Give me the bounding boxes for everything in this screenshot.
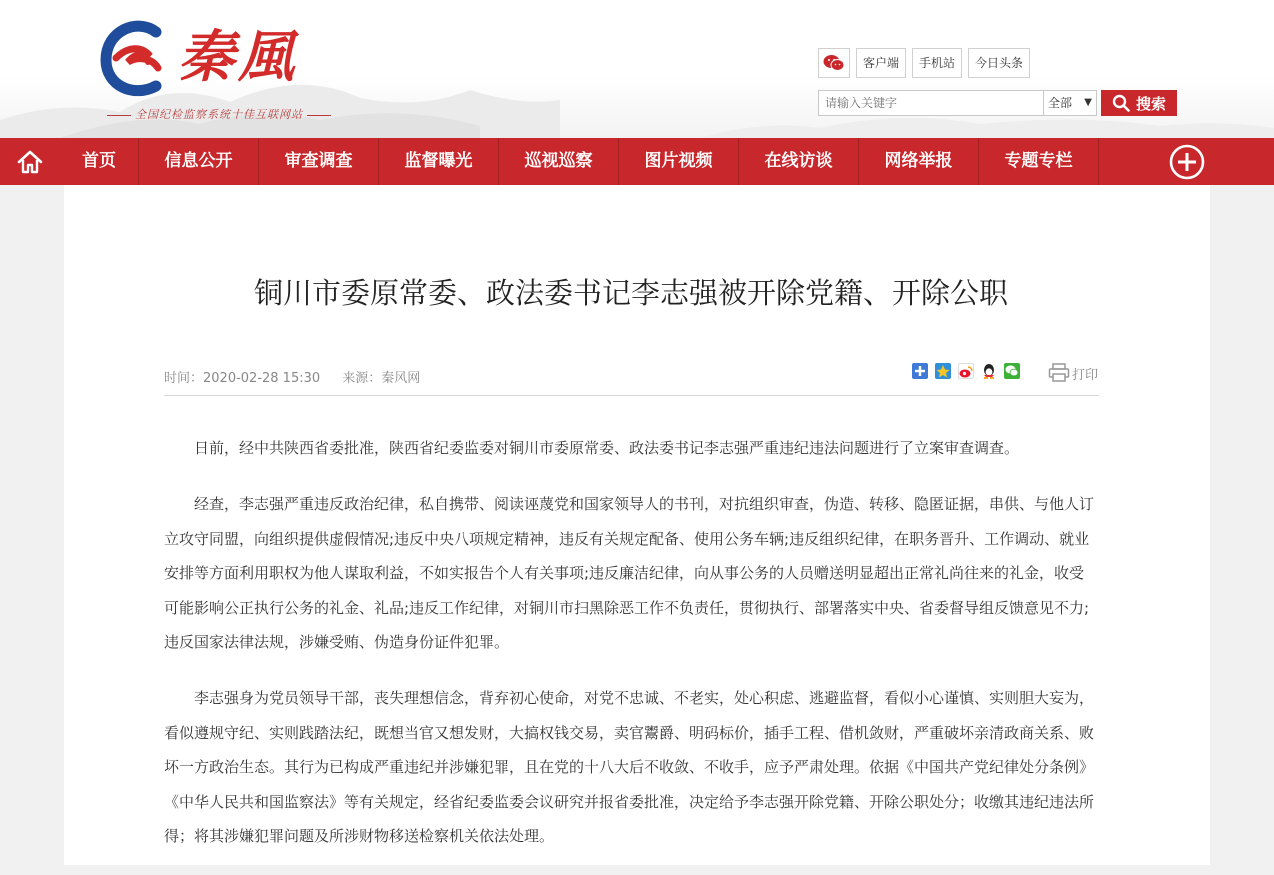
- wechat-icon: [823, 54, 845, 72]
- search-scope-select[interactable]: [1044, 90, 1097, 116]
- article-paragraph: 李志强身为党员领导干部，丧失理想信念，背弃初心使命，对党不忠诚、不老实，处心积虑、逃避监督，看似小心谨慎、实则胆大妄为，看似遵规守纪、实则践踏法纪，既想当官又想发财，大搞权钱交易，卖官鬻爵、明码标价，插手工程、借机敛财，严重破坏亲清政商关系、败坏一方政治生态。其行为已构成严重违纪并涉嫌犯罪，且在党的十八大后不收敛、不收手，应予严肃处理。依据《中国共产党纪律处分条例》《中华人民共和国监察法》等有关规定，经省纪委监委会议研究并报省委批准，决定给予李志强开除党籍、开除公职处分；收缴其违纪违法所得；将其涉嫌犯罪问题及所涉财物移送检察机关依法处理。: [164, 689, 1095, 846]
- toutiao-link[interactable]: 今日头条: [968, 48, 1030, 78]
- share-bar: [912, 363, 1027, 379]
- logo-text: 秦風: [178, 24, 298, 90]
- article-title: 铜川市委原常委、政法委书记李志强被开除党籍、开除公职: [253, 276, 1008, 310]
- nav-item-inspection[interactable]: 巡视巡察: [499, 138, 619, 185]
- plus-circle-icon: [1169, 144, 1205, 180]
- nav-home-icon-button[interactable]: [0, 138, 60, 185]
- printer-icon: [1048, 363, 1070, 383]
- home-icon: [17, 150, 43, 174]
- nav-more-button[interactable]: [1099, 138, 1274, 185]
- search-bar: [818, 90, 1177, 116]
- article-meta: [164, 367, 438, 386]
- article-time: 时间：2020-02-28 15:30: [164, 371, 321, 386]
- nav-item-info[interactable]: 信息公开: [139, 138, 259, 185]
- caret-down-icon: ▼: [1084, 97, 1092, 108]
- nav-item-report[interactable]: 网络举报: [859, 138, 979, 185]
- article-container: [64, 185, 1210, 865]
- article-body: [164, 431, 1099, 875]
- top-links: [818, 48, 1036, 78]
- article-source: 来源：秦风网: [342, 371, 421, 386]
- nav-item-media[interactable]: 图片视频: [619, 138, 739, 185]
- share-wechat-icon[interactable]: [1004, 363, 1020, 379]
- share-weibo-icon[interactable]: [958, 363, 974, 379]
- search-scope-value: 全部: [1048, 96, 1073, 110]
- nav-item-topics[interactable]: 专题专栏: [979, 138, 1099, 185]
- nav-item-interview[interactable]: 在线访谈: [739, 138, 859, 185]
- site-header: [0, 0, 1274, 138]
- share-more-icon[interactable]: [912, 363, 928, 379]
- search-button[interactable]: [1101, 90, 1177, 116]
- share-qq-icon[interactable]: [981, 363, 997, 379]
- wechat-link[interactable]: [818, 48, 850, 78]
- nav-item-review[interactable]: 审查调查: [259, 138, 379, 185]
- nav-item-supervision[interactable]: 监督曝光: [379, 138, 499, 185]
- mobile-site-link[interactable]: 手机站: [912, 48, 962, 78]
- search-input[interactable]: [818, 90, 1044, 116]
- search-icon: [1112, 94, 1130, 112]
- article-paragraph: 日前，经中共陕西省委批准，陕西省纪委监委对铜川市委原常委、政法委书记李志强严重违纪违法问题进行了立案审查调查。: [194, 439, 1020, 457]
- site-slogan: 全国纪检监察系统十佳互联网站: [86, 106, 352, 122]
- client-link[interactable]: 客户端: [856, 48, 906, 78]
- print-label: 打印: [1072, 367, 1099, 383]
- nav-item-home[interactable]: 首页: [60, 138, 139, 185]
- share-qzone-icon[interactable]: [935, 363, 951, 379]
- print-button[interactable]: [1048, 363, 1098, 383]
- search-button-label: 搜索: [1135, 94, 1166, 113]
- logo-mark-icon: [98, 16, 176, 102]
- article-paragraph: 经查，李志强严重违反政治纪律，私自携带、阅读诬蔑党和国家领导人的书刊，对抗组织审查，伪造、转移、隐匿证据，串供、与他人订立攻守同盟，向组织提供虚假情况;违反中央八项规定精神，违反有关规定配备、使用公务车辆;违反组织纪律，在职务晋升、工作调动、就业安排等方面利用职权为他人谋取利益，不如实报告个人有关事项;违反廉洁纪律，向从事公务的人员赠送明显超出正常礼尚往来的礼金，收受可能影响公正执行公务的礼金、礼品;违反工作纪律，对铜川市扫黑除恶工作不负责任，贯彻执行、部署落实中央、省委督导组反馈意见不力;违反国家法律法规，涉嫌受贿、伪造身份证件犯罪。: [164, 495, 1095, 652]
- main-nav: [0, 138, 1274, 185]
- meta-divider: [164, 395, 1099, 396]
